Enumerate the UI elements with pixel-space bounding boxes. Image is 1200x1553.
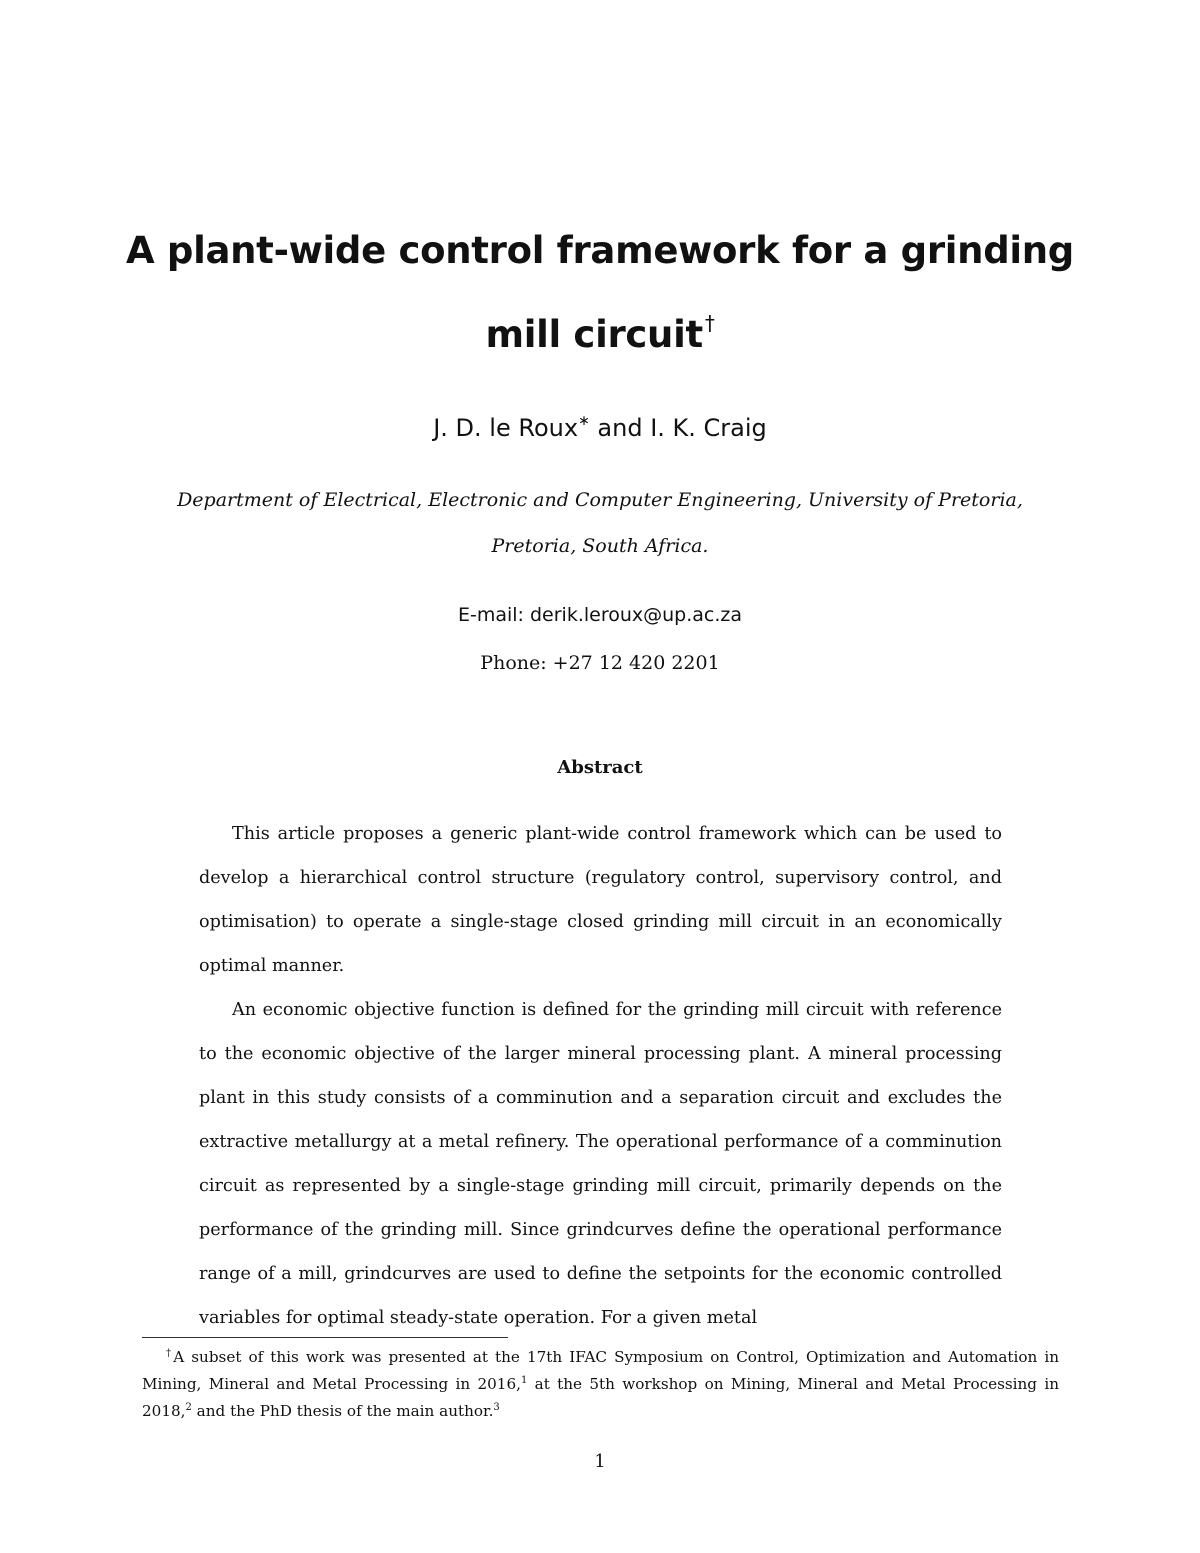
affiliation-line-1: Department of Electrical, Electronic and Computer Engineering, University of Pretoria, (177, 489, 1023, 511)
footnote-dagger-mark: † (166, 1348, 174, 1359)
paper-title-line-2 (100, 313, 1100, 356)
abstract-paragraph-2: An economic objective function is defined for the grinding mill circuit with reference to the economic objective of the larger mineral processing plant. A mineral processing plant in this study consists of a comminution and a separation circuit and excludes the extractive metallurgy at a metal refinery. The operational performance of a comminution circuit as represented by a single-stage grinding mill circuit, primarily depends on the performance of the grinding mill. Since grindcurves define the operational performance range of a mill, grindcurves are used to define the setpoints for the economic controlled variables for optimal steady-state operation. For a given metal (199, 1000, 1002, 1328)
footnote-text-2: at the 5th workshop on Mining, Mineral and Metal Processing in 2018, (142, 1375, 1059, 1421)
abstract-paragraph-1: This article proposes a generic plant-wide control framework which can be used to develop a hierarchical control structure (regulatory control, supervisory control, and optimisation) to operate a single-stage closed grinding mill circuit in an economically optimal manner. (199, 824, 1002, 976)
footnote-divider (142, 1337, 508, 1338)
footnote-ref-1[interactable]: 1 (520, 1375, 528, 1387)
title-text-1: A plant-wide control framework for a grinding (125, 229, 1074, 272)
author-rest: and I. K. Craig (589, 414, 767, 442)
footnote-text-1: A subset of this work was presented at the 17th IFAC Symposium on Control, Optimization and Automation in Mining, Mineral and Metal Processing in 2016, (142, 1348, 1059, 1394)
page-number: 1 (594, 1451, 606, 1472)
footnote-paragraph (142, 1342, 1059, 1423)
footnote-ref-3[interactable]: 3 (493, 1402, 500, 1414)
footnote (142, 1342, 1059, 1423)
footnote-text-3: and the PhD thesis of the main author. (191, 1402, 494, 1421)
title-dagger-mark: † (704, 311, 715, 335)
contact-phone: Phone: +27 12 420 2201 (480, 652, 720, 674)
author-list (100, 414, 1100, 442)
affiliation-line-2: Pretoria, South Africa. (491, 535, 709, 557)
footnote-ref-2[interactable]: 2 (185, 1402, 192, 1414)
paper-title-line-1 (100, 229, 1100, 272)
abstract-heading: Abstract (557, 757, 643, 778)
corresponding-author-mark: ∗ (578, 413, 590, 429)
author-first: J. D. le Roux (433, 414, 579, 442)
abstract-body (199, 812, 1002, 1340)
title-text-2: mill circuit (485, 313, 703, 356)
contact-email: E-mail: derik.leroux@up.ac.za (457, 604, 743, 626)
